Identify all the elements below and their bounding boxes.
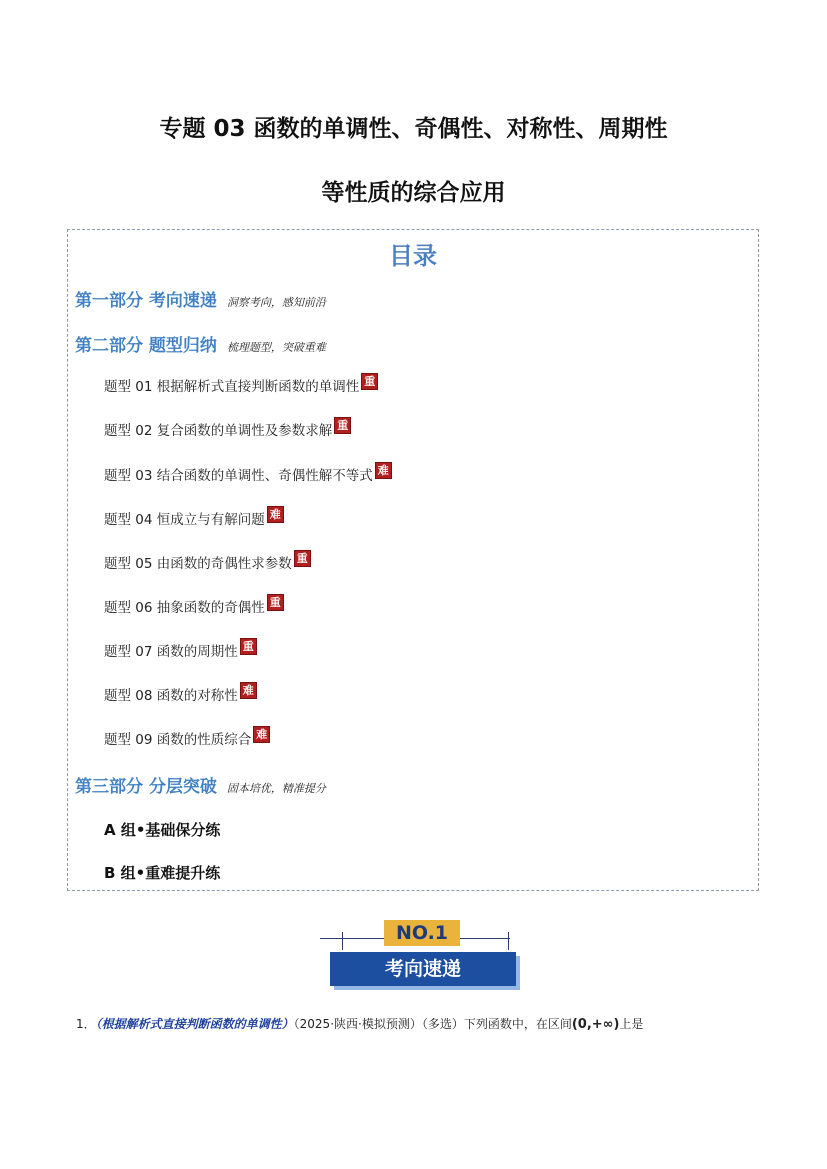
question-number: 1． (76, 1017, 96, 1031)
difficulty-badge: 重 (267, 594, 284, 611)
toc-topic-02[interactable] (104, 419, 351, 440)
toc-heading: 目录 (389, 242, 437, 270)
question-source: （2025·陕西·模拟预测）（多选）下列函数中，在区间 (293, 1017, 572, 1031)
toc-group-a[interactable]: A 组•基础保分练 (104, 821, 221, 839)
part-desc: 梳理题型，突破重难 (226, 341, 326, 354)
question-interval: (0,+∞) (571, 1017, 620, 1032)
doc-title-line1: 专题 03 函数的单调性、奇偶性、对称性、周期性 (159, 116, 668, 142)
topic-label: 题型 03 结合函数的单调性、奇偶性解不等式 (104, 468, 373, 484)
banner-tick-right (508, 932, 509, 950)
part-title: 第三部分 分层突破 (75, 777, 217, 797)
part-title: 第二部分 题型归纳 (75, 336, 217, 356)
question-1 (76, 1015, 756, 1032)
part-desc: 洞察考向，感知前沿 (226, 296, 326, 309)
difficulty-badge: 重 (294, 550, 311, 567)
banner-label: 考向速递 (330, 952, 516, 986)
toc-topic-04[interactable] (104, 508, 284, 529)
difficulty-badge: 难 (240, 682, 257, 699)
part-title: 第一部分 考向速递 (75, 291, 217, 311)
banner-number: NO.1 (384, 920, 460, 946)
part-desc: 固本培优，精准提分 (226, 782, 326, 795)
topic-label: 题型 02 复合函数的单调性及参数求解 (104, 423, 333, 439)
toc-topic-06[interactable] (104, 596, 284, 617)
toc-group-b[interactable]: B 组•重难提升练 (104, 864, 221, 882)
banner-tick-left (342, 932, 343, 950)
difficulty-badge: 难 (267, 506, 284, 523)
topic-label: 题型 01 根据解析式直接判断函数的单调性 (104, 379, 360, 395)
toc-part-3[interactable] (75, 772, 326, 797)
difficulty-badge: 重 (334, 417, 351, 434)
topic-label: 题型 07 函数的周期性 (104, 644, 238, 660)
topic-label: 题型 09 函数的性质综合 (104, 732, 252, 748)
toc-part-2[interactable] (75, 331, 326, 356)
section-banner (320, 918, 520, 990)
table-of-contents (67, 229, 759, 891)
question-tag[interactable]: （根据解析式直接判断函数的单调性） (95, 1017, 294, 1031)
difficulty-badge: 重 (361, 373, 378, 390)
difficulty-badge: 难 (253, 726, 270, 743)
toc-part-1[interactable] (75, 286, 326, 311)
doc-title-line2: 等性质的综合应用 (321, 180, 506, 206)
difficulty-badge: 重 (240, 638, 257, 655)
topic-label: 题型 08 函数的对称性 (104, 688, 238, 704)
difficulty-badge: 难 (375, 462, 392, 479)
topic-label: 题型 04 恒成立与有解问题 (104, 512, 265, 528)
toc-topic-05[interactable] (104, 552, 311, 573)
toc-topic-07[interactable] (104, 640, 257, 661)
toc-topic-01[interactable] (104, 375, 378, 396)
question-suffix: 上是 (619, 1017, 644, 1031)
topic-label: 题型 05 由函数的奇偶性求参数 (104, 556, 292, 572)
toc-topic-08[interactable] (104, 684, 257, 705)
topic-label: 题型 06 抽象函数的奇偶性 (104, 600, 265, 616)
toc-topic-09[interactable] (104, 728, 270, 749)
toc-topic-03[interactable] (104, 464, 392, 485)
